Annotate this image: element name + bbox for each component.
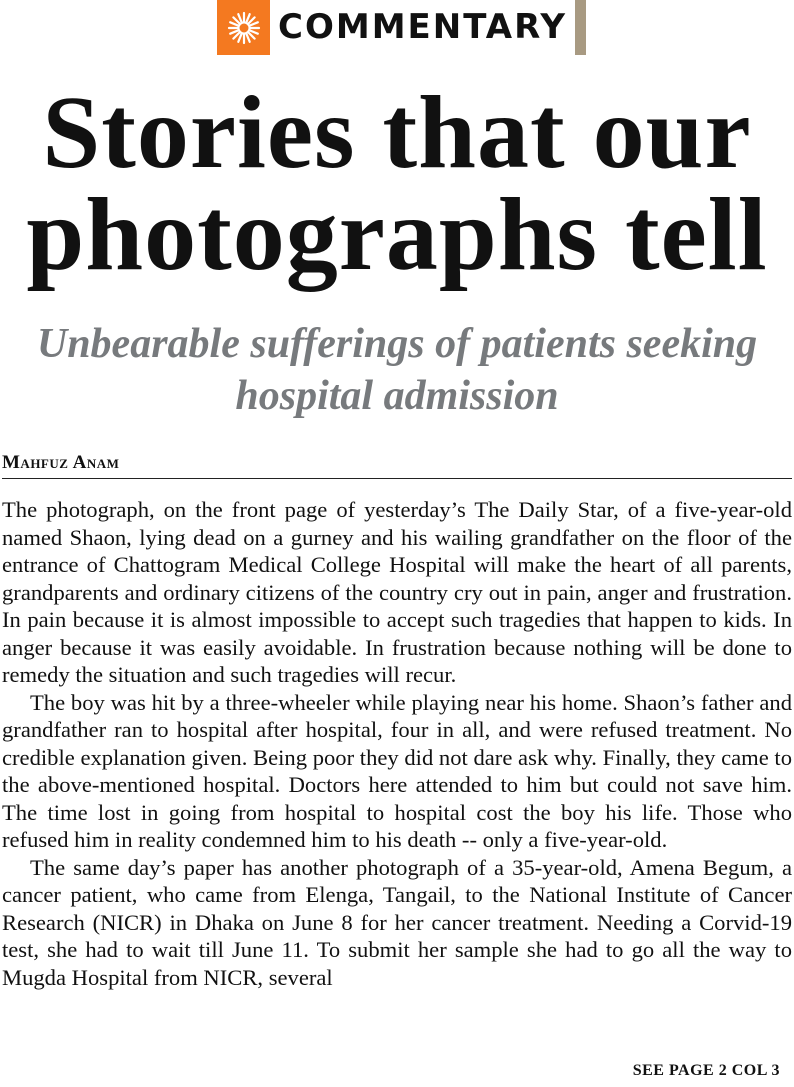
headline: Stories that our photographs tell <box>26 75 768 292</box>
paragraph: The photograph, on the front page of yesterday’s The Daily Star, of a five-year-old named Shaon, lying dead on a gurney and his wailing grandfather on the floor of the entrance of Chattogram Medical College Hospital will make the heart of all parents, grandparents and ordinary citizens of the country cry out in pain, anger and frustration. In pain because it is almost impossible to accept such tragedies that happen to kids. In anger because it was easily avoidable. In frustration because nothing will be done to remedy the situation and such tragedies will recur. <box>2 497 792 687</box>
section-label: COMMENTARY <box>278 7 568 47</box>
section-tag <box>217 0 586 55</box>
paragraph: The same day’s paper has another photograph of a 35-year-old, Amena Begum, a cancer patient, who came from Elenga, Tangail, to the National Institute of Cancer Research (NICR) in Dhaka on June 8 for her cancer treatment. Needing a Corvid-19 test, she had to wait till June 11. To submit her sample she had to go all the way to Mugda Hospital from NICR, several <box>2 854 792 990</box>
continuation-jump: SEE PAGE 2 COL 3 <box>632 1062 780 1079</box>
sunburst-icon <box>217 0 270 55</box>
paragraph: The boy was hit by a three-wheeler while playing near his home. Shaon’s father and grandfather ran to hospital after hospital, four in all, and were refused treatment. No credible explanation given. Being poor they did not dare ask why. Finally, they came to the above-mentioned hospital. Doctors here attended to him but could not save him. The time lost in going from hospital to hospital cost the boy his life. Those who refused him in reality condemned him to his death -- only a five-year-old. <box>2 689 792 852</box>
section-bar <box>575 0 586 55</box>
byline: Mahfuz Anam <box>2 452 792 479</box>
subheadline: Unbearable sufferings of patients seeking hospital admission <box>36 321 758 419</box>
article-body <box>2 496 792 991</box>
